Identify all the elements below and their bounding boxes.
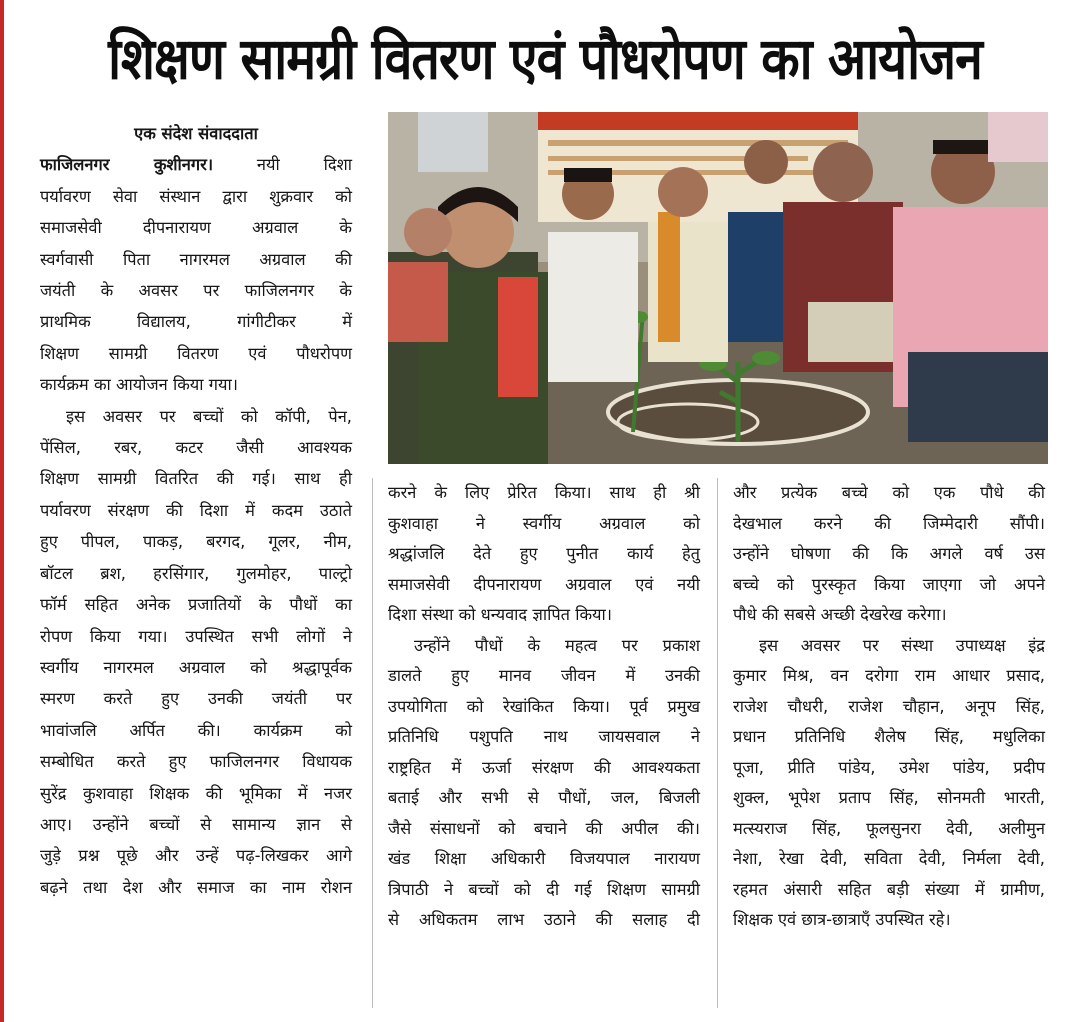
text-line: समाजसेवी दीपनारायण अग्रवाल के (40, 218, 352, 238)
text-line: रहमत अंसारी सहित बड़ी संख्या में ग्रामीण, (733, 879, 1045, 899)
text-line: बताई और सभी से पौधों, जल, बिजली (388, 788, 700, 807)
text-line: स्वर्गवासी पिता नागरमल अग्रवाल की (40, 249, 352, 269)
text-line: और प्रत्येक बच्चे को एक पौधे की (733, 483, 1045, 502)
headline: शिक्षण सामग्री वितरण एवं पौधरोपण का आयोजन (108, 25, 982, 93)
text-line: मत्स्यराज सिंह, फूलसुनरा देवी, अलीमुन (733, 818, 1045, 838)
text-line: से अधिकतम लाभ उठाने की सलाह दी (388, 910, 700, 929)
text-line: बढ़ने तथा देश और समाज का नाम रोशन (40, 877, 352, 897)
text-line: पूजा, प्रीति पांडेय, उमेश पांडेय, प्रदीप (733, 757, 1045, 777)
byline: एक संदेश संवाददाता (134, 124, 258, 143)
text-line: हुए पीपल, पाकड़, बरगद, गूलर, नीम, (40, 532, 352, 552)
text-line: राष्ट्रहित में ऊर्जा संरक्षण की आवश्यकता (388, 757, 700, 777)
text-line: शिक्षण सामग्री वितरित की गई। साथ ही (40, 469, 352, 489)
text-line: जयंती के अवसर पर फाजिलनगर के (40, 281, 352, 301)
text-line: बॉटल ब्रश, हरसिंगार, गुलमोहर, पाल्ट्रो (40, 563, 352, 583)
text-line: प्रधान प्रतिनिधि शैलेष सिंह, मधुलिका (733, 727, 1045, 746)
text-line: भावांजलि अर्पित की। कार्यक्रम को (40, 720, 352, 740)
text-line: शिक्षण सामग्री वितरण एवं पौधरोपण (40, 343, 352, 363)
text-line: प्रतिनिधि पशुपति नाथ जायसवाल ने (388, 727, 700, 746)
text-line: पर्यावरण संरक्षण की दिशा में कदम उठाते (40, 500, 352, 520)
text-line: इस अवसर पर बच्चों को कॉपी, पेन, (66, 406, 352, 426)
text-line: रोपण किया गया। उपस्थित सभी लोगों ने (40, 626, 352, 646)
text-line: पर्यावरण सेवा संस्थान द्वारा शुक्रवार को (40, 186, 352, 206)
article-column-3 (733, 478, 1045, 936)
text-line: उपयोगिता को रेखांकित किया। पूर्व प्रमुख (388, 696, 700, 716)
left-margin-rule (0, 0, 4, 1022)
text-line: नयी दिशा (213, 155, 353, 175)
text-line: जुड़े प्रश्न पूछे और उन्हें पढ़-लिखकर आगे (40, 846, 352, 866)
text-line: प्राथमिक विद्यालय, गांगीटीकर में (40, 312, 352, 332)
column-divider (717, 478, 718, 1008)
text-line: बच्चे को पुरस्कृत किया जाएगा जो अपने (733, 574, 1045, 594)
text-line: सम्बोधित करते हुए फाजिलनगर विधायक (40, 752, 352, 772)
text-line: स्वर्गीय नागरमल अग्रवाल को श्रद्धापूर्वक (40, 657, 352, 677)
text-line: कार्यक्रम का आयोजन किया गया। (40, 375, 238, 395)
text-line: जैसे संसाधनों को बचाने की अपील की। (388, 818, 700, 838)
dateline: फाजिलनगर कुशीनगर। (40, 155, 214, 175)
text-line: पेंसिल, रबर, कटर जैसी आवश्यक (40, 438, 352, 458)
text-line: खंड शिक्षा अधिकारी विजयपाल नारायण (388, 849, 700, 868)
text-line: फॉर्म सहित अनेक प्रजातियों के पौधों का (40, 595, 352, 615)
text-line: उन्होंने घोषणा की कि अगले वर्ष उस (733, 544, 1045, 563)
text-line: डालते हुए मानव जीवन में उनकी (388, 666, 700, 685)
text-line: स्मरण करते हुए उनकी जयंती पर (40, 689, 352, 709)
text-line: शुक्ल, भूपेश प्रताप सिंह, सोनमती भारती, (733, 788, 1045, 807)
text-line: श्रद्धांजलि देते हुए पुनीत कार्य हेतु (388, 544, 700, 563)
text-line: पौधे की सबसे अच्छी देखरेख करेगा। (733, 605, 947, 624)
text-line: शिक्षक एवं छात्र-छात्राएँ उपस्थित रहे। (733, 910, 951, 929)
event-photo (388, 112, 1048, 464)
text-line: उन्होंने पौधों के महत्व पर प्रकाश (414, 635, 700, 655)
text-line: समाजसेवी दीपनारायण अग्रवाल एवं नयी (388, 574, 700, 594)
text-line: आए। उन्होंने बच्चों से सामान्य ज्ञान से (40, 814, 352, 834)
text-line: दिशा संस्था को धन्यवाद ज्ञापित किया। (388, 605, 612, 624)
text-line: राजेश चौधरी, राजेश चौहान, अनूप सिंह, (733, 696, 1045, 716)
text-line: इस अवसर पर संस्था उपाध्यक्ष इंद्र (759, 635, 1045, 655)
article-column-1 (40, 118, 352, 903)
lead-line (40, 149, 352, 180)
text-line: कुशवाहा ने स्वर्गीय अग्रवाल को (388, 513, 700, 533)
text-line: नेशा, रेखा देवी, सविता देवी, निर्मला देवी, (733, 849, 1045, 868)
text-line: देखभाल करने की जिम्मेदारी सौंपी। (733, 513, 1045, 533)
article-column-2 (388, 478, 700, 936)
text-line: करने के लिए प्रेरित किया। साथ ही श्री (388, 483, 700, 502)
text-line: त्रिपाठी ने बच्चों को दी गई शिक्षण सामग्री (388, 879, 700, 899)
text-line: सुरेंद्र कुशवाहा शिक्षक की भूमिका में नजर (40, 783, 352, 803)
photo-illustration (388, 112, 1048, 464)
text-line: कुमार मिश्र, वन दरोगा राम आधार प्रसाद, (733, 666, 1045, 685)
column-divider (372, 478, 373, 1008)
